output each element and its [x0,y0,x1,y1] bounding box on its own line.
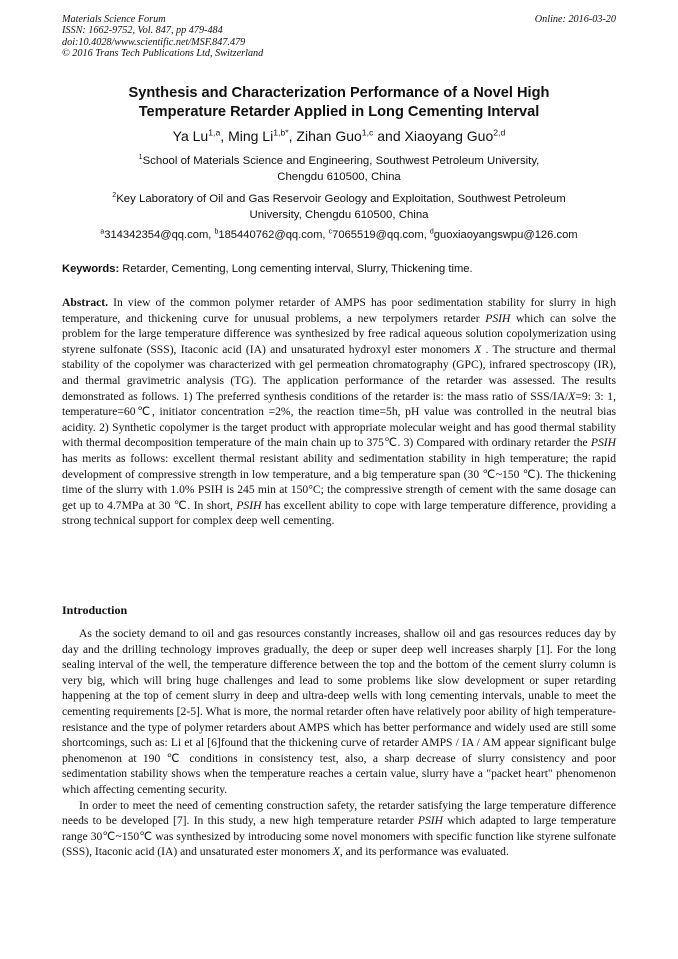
affiliation-line: Chengdu 610500, China [277,171,401,183]
intro-text: , and its performance was evaluated. [339,845,509,859]
abstract-text: which can solve the problem for the large temperature difference was synthesized by free radical aqueous solution copolymerization using styrene sulfonate (SSS), Itaconic acid (IA) and unsaturated hydroxyl ester monomers [62,311,616,356]
affiliation-sup: 2 [112,192,117,200]
author-name: Zihan Guo [296,128,362,144]
email-sup: c [328,228,333,236]
abstract-italic: X [568,389,576,403]
abstract-text: has excellent ability to cope with large temperature difference, providing a strong technical support for complex deep well cementing. [62,498,616,528]
email-sup: a [100,228,105,236]
author-list [62,127,616,145]
affiliation-line: Key Laboratory of Oil and Gas Reservoir Geology and Exploitation, Southwest Petroleum [116,193,566,205]
journal-header [62,14,616,60]
abstract-italic: X [474,342,482,356]
section-heading-introduction: Introduction [62,603,128,617]
email-list [62,228,616,243]
issn-line: ISSN: 1662-9752, Vol. 847, pp 479-484 [62,25,223,37]
author-sep: , [220,128,229,144]
author-sep: and [373,128,405,144]
email-sep: , [322,229,329,241]
abstract-text: In view of the common polymer retarder of AMPS has poor sedimentation stability for slurry in high temperature, and thickening curve for unusual problems, a new terpolymers retarder [62,296,616,325]
email-address: 7065519@qq.com [332,229,424,241]
abstract-text: =9: 3: 1, temperature=60℃, initiator concentration =2%, the reaction time=5h, pH value was controlled in the neutral bias acidity. 2) Synthetic copolymer is the target product with appropriate molecular weight and has good thermal stability with thermal decomposition temperature of the main chain up to 375℃. 3) Compared with ordinary retarder the [62,389,616,450]
abstract-text: has merits as follows: excellent thermal resistant ability and sedimentation stability in high temperature; the rapid development of compressive strength in low temperature, and a big temperature span (30 ℃~150 ℃). The thickening time of the slurry with 1.0% PSIH is 245 min at 150°C; the compressive strength of cement with the same dosage can get up to 4.7MPa at 30 ℃. In short, [62,451,616,512]
keywords-text: Retarder, Cementing, Long cementing interval, Slurry, Thickening time. [119,263,473,275]
journal-name: Materials Science Forum [62,14,166,25]
intro-text: In order to meet the need of cementing construction safety, the retarder satisfying the large temperature difference needs to be developed [7]. In this study, a new high temperature retarder [62,798,616,828]
abstract-label: Abstract. [62,296,109,309]
introduction-body [62,626,616,860]
abstract-italic: PSIH [485,311,511,325]
author-sup: 1,a [208,127,221,138]
doi-line: doi:10.4028/www.scientific.net/MSF.847.479 [62,36,246,48]
keywords-label: Keywords: [62,263,120,275]
intro-text: which adapted to large temperature range 30℃~150℃ was synthesized by introducing some novel monomers with specific function like styrene sulfonate (SSS), Itaconic acid (IA) and unsaturated ester monomers [62,814,616,859]
intro-paragraph-2 [62,798,616,860]
email-sup: d [429,228,434,236]
author-sup: 1,b* [273,127,289,138]
online-date: Online: 2016-03-20 [534,14,616,25]
intro-paragraph-1: As the society demand to oil and gas resources constantly increases, shallow oil and gas resources reduces day by day and the drilling technology improves gradually, the deep or super deep well increases sharply [1]. For the long sealing interval of the well, the temperature difference between the top and the bottom of the cement slurry column is very big, which will bring huge challenges and lead to some problems like slow development or super retarding happening at the top of cement slurry in deep and ultra-deep wells with long cementing intervals, unable to meet the cementing requirements [2-5]. What is more, the normal retarder often have relatively poor ability of high temperature-resistance and the type of polymer retarders about AMPS which has better performance and widely used are still some shortcomings, such as: Li et al [6]found that the thickening curve of retarder AMPS / IA / AM appear significant bulge phenomenon at 190 ℃ conditions in consistency test, also, a sharp decrease of slurry consistency and poor sedimentation stability shows when the temperature reaches a certain value, slurry have a "packet heart" phenomenon which affecting cementing security. [62,627,616,796]
email-address: 314342354@qq.com [104,229,209,241]
copyright-line: © 2016 Trans Tech Publications Ltd, Switzerland [62,48,264,60]
abstract-italic: PSIH [236,498,262,512]
paper-title [62,84,616,122]
affiliation-2 [62,191,616,223]
author-name: Xiaoyang Guo [404,128,494,144]
keywords [62,262,616,277]
email-sep: , [423,229,430,241]
title-line-2: Temperature Retarder Applied in Long Cementing Interval [138,104,540,120]
affiliation-1 [62,153,616,185]
affiliation-line: School of Materials Science and Engineering, Southwest Petroleum University, [142,155,540,167]
abstract [62,295,616,529]
author-sep: , [288,128,297,144]
email-address: guoxiaoyangswpu@126.com [433,229,578,241]
email-sep: , [208,229,215,241]
author-sup: 1,c [361,127,374,138]
author-sup: 2,d [493,127,506,138]
author-name: Ming Li [228,128,274,144]
email-address: 185440762@qq.com [218,229,323,241]
title-line-1: Synthesis and Characterization Performance of a Novel High [128,85,550,101]
intro-italic: PSIH [417,814,443,828]
abstract-italic: PSIH [590,436,616,450]
abstract-text: . The structure and thermal stability of the copolymer was characterized with gel permeation chromatography (GPC), infrared spectroscopy (IR), and thermal gravimetric analysis (TG). The application performance of the retarder was assessed. The results demonstrated as follows. 1) The preferred synthesis conditions of the retarder is: the mass ratio of SSS/IA/ [62,342,617,403]
email-sup: b [214,228,219,236]
affiliation-line: University, Chengdu 610500, China [249,209,429,221]
affiliation-sup: 1 [138,154,143,162]
author-name: Ya Lu [172,128,209,144]
intro-italic: X [332,845,340,859]
